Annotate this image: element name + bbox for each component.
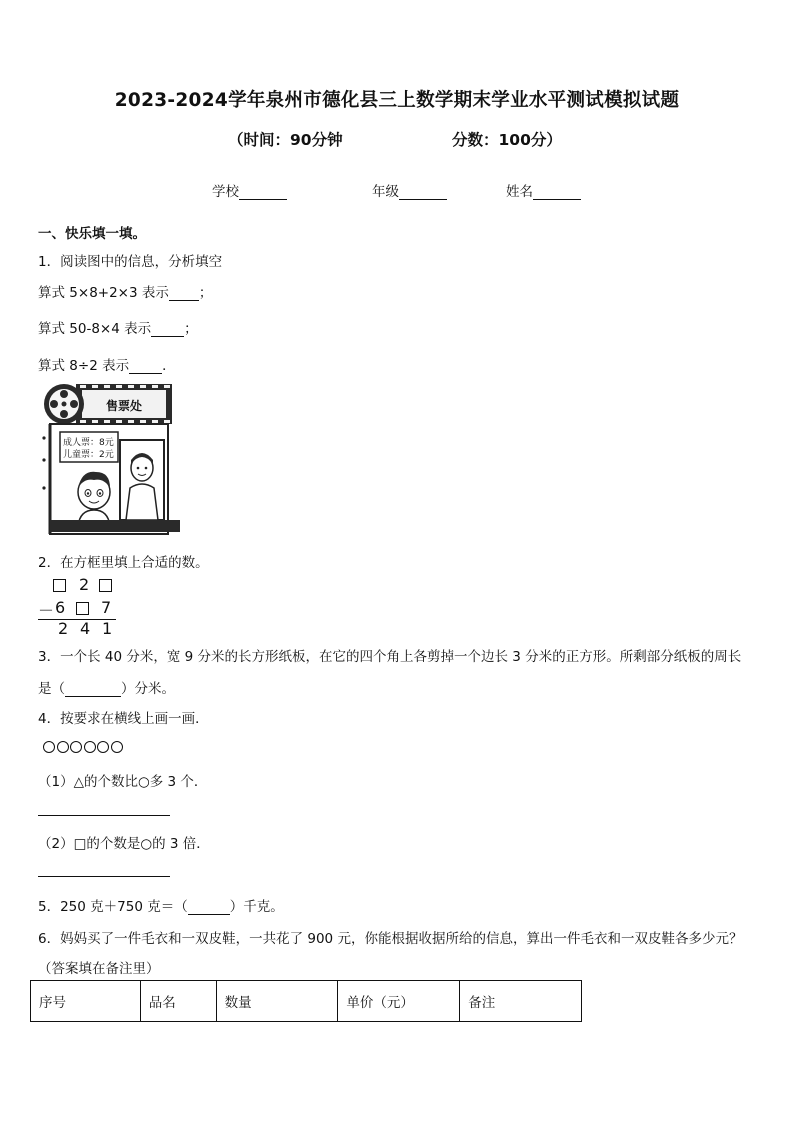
header-cell-quantity: 数量	[216, 981, 338, 1022]
result-digit-1: 2	[58, 619, 69, 638]
circle-shape	[70, 741, 82, 753]
circle-row	[43, 736, 124, 755]
circle-shape	[84, 741, 96, 753]
header-cell-item: 品名	[140, 981, 216, 1022]
q3-line2: 是（ ）分米。	[38, 681, 175, 697]
receipt-table	[30, 980, 582, 1022]
q4-sub1: （1）△的个数比○多 3 个．	[38, 774, 208, 790]
circle-shape	[97, 741, 109, 753]
q1-line3: 算式 8÷2 表示 ．	[38, 358, 176, 374]
circle-shape	[57, 741, 69, 753]
name-field	[506, 180, 581, 200]
q6-line1: 6．妈妈买了一件毛衣和一双皮鞋，一共花了 900 元，你能根据收据所给的信息，算出一件毛衣和一双皮鞋各多少元？	[38, 931, 743, 947]
section-title: 一、快乐填一填。	[38, 226, 146, 242]
answer-box-2[interactable]	[99, 579, 112, 592]
q1-blank1[interactable]	[169, 286, 199, 301]
circle-shape	[43, 741, 55, 753]
q3-line1: 3．一个长 40 分米，宽 9 分米的长方形纸板，在它的四个角上各剪掉一个边长 3 分米的正方形。所剩部分纸板的周长	[38, 649, 742, 665]
school-field	[212, 180, 287, 200]
digit-7: 7	[101, 598, 112, 617]
sign-text: 售票处	[105, 399, 143, 413]
school-blank[interactable]	[239, 185, 287, 200]
result-digit-2: 4	[80, 619, 91, 638]
grade-label: 年级	[372, 184, 399, 200]
q1-line1: 算式 5×8+2×3 表示 ；	[38, 285, 213, 301]
q5-blank[interactable]	[188, 900, 230, 915]
q4-sub2: （2）□的个数是○的 3 倍．	[38, 836, 210, 852]
answer-box-3[interactable]	[76, 602, 89, 615]
header-cell-note: 备注	[460, 981, 582, 1022]
q1-stem: 1．阅读图中的信息，分析填空	[38, 254, 223, 270]
table-header-row	[31, 981, 582, 1022]
q4-answer-line-1[interactable]	[38, 815, 170, 816]
grade-blank[interactable]	[399, 185, 447, 200]
q3-blank[interactable]	[65, 682, 121, 697]
answer-box-1[interactable]	[53, 579, 66, 592]
q1-blank2[interactable]	[151, 322, 184, 337]
q1-blank3[interactable]	[129, 359, 162, 374]
q2-stem: 2．在方框里填上合适的数。	[38, 555, 209, 571]
q6-line2: （答案填在备注里）	[38, 961, 160, 977]
header-cell-price: 单价（元）	[338, 981, 460, 1022]
counter	[50, 520, 180, 532]
q4-answer-line-2[interactable]	[38, 876, 170, 877]
minus-sign: －	[38, 601, 55, 620]
exam-time: （时间：90分钟	[228, 131, 343, 149]
digit-2: 2	[79, 575, 90, 594]
name-label: 姓名	[506, 184, 533, 200]
circle-shape	[111, 741, 123, 753]
header-cell-index: 序号	[31, 981, 141, 1022]
subtraction-problem	[38, 576, 128, 636]
ticket-office-illustration	[38, 380, 184, 540]
exam-score: 分数：100分）	[452, 131, 562, 149]
result-digit-3: 1	[102, 619, 113, 638]
grade-field	[372, 180, 447, 200]
q1-line2: 算式 50-8×4 表示 ；	[38, 321, 198, 337]
price-child: 儿童票：2元	[63, 450, 114, 460]
price-adult: 成人票：8元	[63, 438, 114, 448]
school-label: 学校	[212, 184, 239, 200]
q4-stem: 4．按要求在横线上画一画．	[38, 711, 209, 727]
page-title: 2023-2024学年泉州市德化县三上数学期末学业水平测试模拟试题	[114, 90, 680, 111]
name-blank[interactable]	[533, 185, 581, 200]
q5-line: 5．250 克＋750 克＝（ ）千克。	[38, 899, 284, 915]
digit-6: 6	[55, 598, 66, 617]
